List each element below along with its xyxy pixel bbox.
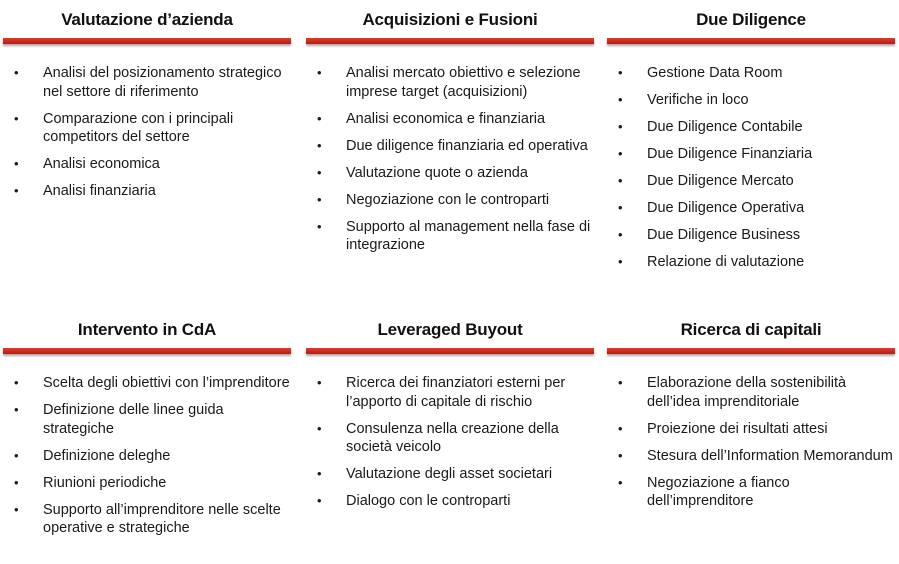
list-item-text: Comparazione con i principali competitors del settore: [43, 110, 234, 145]
list-item-text: Due Diligence Operativa: [647, 200, 805, 216]
section-title: Intervento in CdA: [77, 320, 217, 339]
section-intervento-cda: [3, 310, 291, 546]
bullet-icon: •: [618, 375, 623, 390]
bullet-icon: •: [618, 420, 623, 436]
section-list: [306, 64, 594, 255]
bullet-icon: •: [618, 447, 623, 463]
bullet-icon: •: [618, 65, 623, 80]
list-item: [3, 155, 291, 174]
bullet-icon: •: [618, 227, 623, 242]
bullet-icon: •: [618, 119, 623, 134]
list-item-text: Proiezione dei risultati attesi: [647, 420, 828, 437]
list-item-text: Analisi economica e finanziaria: [346, 110, 546, 127]
list-item-text: Supporto all’imprenditore nelle scelte operative e strategiche: [43, 501, 281, 536]
list-item-text: Ricerca dei finanziatori esterni per l’apporto di capitale di rischio: [346, 375, 566, 410]
section-list: [607, 374, 895, 511]
bullet-icon: •: [317, 191, 322, 207]
list-item-text: Relazione di valutazione: [647, 254, 805, 270]
list-item-text: Analisi economica: [43, 156, 160, 172]
list-item: [306, 110, 594, 129]
list-item-text: Stesura dell’Information Memorandum: [647, 447, 893, 464]
section-valutazione: [3, 0, 291, 209]
section-ricerca-capitali: [607, 310, 895, 519]
bullet-icon: •: [317, 466, 322, 481]
section-divider: [306, 348, 594, 354]
section-title: Ricerca di capitali: [680, 320, 822, 339]
section-list: [3, 64, 291, 201]
section-divider: [607, 38, 895, 44]
bullet-icon: •: [317, 493, 322, 508]
list-item: [607, 474, 895, 511]
list-item-text: Definizione deleghe: [43, 447, 171, 464]
list-item-text: Due diligence finanziaria ed operativa: [346, 137, 588, 154]
list-item-text: Analisi finanziaria: [43, 183, 156, 199]
list-item-text: Dialogo con le controparti: [346, 493, 511, 509]
bullet-icon: •: [618, 146, 623, 161]
list-item: [607, 64, 895, 83]
list-item-text: Negoziazione a fianco dell’imprenditore: [647, 474, 790, 509]
list-item: [306, 64, 594, 101]
list-item: [607, 253, 895, 272]
list-item: [607, 199, 895, 218]
bullet-icon: •: [14, 110, 19, 126]
bullet-icon: •: [618, 173, 623, 188]
list-item: [306, 420, 594, 457]
list-item: [3, 64, 291, 101]
list-item-text: Scelta degli obiettivi con l’imprenditore: [43, 375, 290, 391]
list-item: [3, 110, 291, 147]
list-item: [306, 218, 594, 255]
bullet-icon: •: [618, 474, 623, 490]
section-divider: [607, 348, 895, 354]
list-item: [306, 191, 594, 210]
bullet-icon: •: [317, 137, 322, 153]
list-item: [3, 474, 291, 493]
bullet-icon: •: [14, 375, 19, 390]
section-divider: [3, 348, 291, 354]
list-item-text: Consulenza nella creazione della società veicolo: [346, 420, 559, 455]
bullet-icon: •: [14, 501, 19, 517]
list-item-text: Verifiche in loco: [647, 92, 749, 108]
list-item: [3, 374, 291, 393]
section-list: [607, 64, 895, 272]
section-title: Acquisizioni e Fusioni: [362, 10, 538, 29]
list-item: [607, 447, 895, 466]
bullet-icon: •: [14, 156, 19, 171]
section-leveraged-buyout: [306, 310, 594, 519]
list-item: [306, 164, 594, 183]
bullet-icon: •: [317, 375, 322, 390]
section-title: Valutazione d’azienda: [61, 10, 233, 29]
list-item-text: Valutazione quote o azienda: [346, 164, 528, 181]
bullet-icon: •: [317, 65, 322, 80]
bullet-icon: •: [317, 164, 322, 180]
bullet-icon: •: [14, 183, 19, 198]
bullet-icon: •: [14, 65, 19, 80]
list-item: [3, 401, 291, 438]
bullet-icon: •: [317, 218, 322, 234]
list-item: [607, 91, 895, 110]
list-item-text: Elaborazione della sostenibilità dell’idea imprenditoriale: [647, 375, 847, 410]
list-item: [306, 465, 594, 484]
section-list: [306, 374, 594, 511]
list-item-text: Analisi mercato obiettivo e selezione imprese target (acquisizioni): [346, 65, 581, 100]
list-item: [607, 374, 895, 411]
list-item-text: Negoziazione con le controparti: [346, 191, 550, 208]
section-title: Due Diligence: [696, 10, 806, 29]
list-item: [607, 145, 895, 164]
bullet-icon: •: [317, 420, 322, 436]
list-item-text: Due Diligence Finanziaria: [647, 146, 813, 162]
bullet-icon: •: [618, 200, 623, 215]
bullet-icon: •: [317, 110, 322, 126]
list-item-text: Supporto al management nella fase di integrazione: [346, 218, 591, 253]
list-item: [306, 492, 594, 511]
list-item-text: Due Diligence Mercato: [647, 173, 794, 189]
list-item-text: Due Diligence Business: [647, 227, 801, 243]
bullet-icon: •: [618, 254, 623, 269]
bullet-icon: •: [14, 447, 19, 463]
bullet-icon: •: [14, 474, 19, 490]
list-item: [3, 182, 291, 201]
list-item-text: Riunioni periodiche: [43, 474, 167, 491]
list-item-text: Definizione delle linee guida strategiche: [43, 402, 224, 437]
section-title: Leveraged Buyout: [377, 320, 523, 339]
list-item-text: Due Diligence Contabile: [647, 119, 803, 135]
section-due-diligence: [607, 0, 895, 280]
list-item: [607, 172, 895, 191]
list-item: [607, 226, 895, 245]
list-item: [3, 501, 291, 538]
list-item: [607, 118, 895, 137]
list-item: [306, 374, 594, 411]
section-divider: [306, 38, 594, 44]
section-acquisizioni: [306, 0, 594, 263]
list-item: [306, 137, 594, 156]
list-item: [607, 420, 895, 439]
bullet-icon: •: [618, 92, 623, 107]
list-item: [3, 447, 291, 466]
section-divider: [3, 38, 291, 44]
section-list: [3, 374, 291, 538]
list-item-text: Valutazione degli asset societari: [346, 466, 553, 482]
list-item-text: Gestione Data Room: [647, 65, 783, 81]
list-item-text: Analisi del posizionamento strategico nel settore di riferimento: [43, 65, 282, 100]
bullet-icon: •: [14, 402, 19, 417]
